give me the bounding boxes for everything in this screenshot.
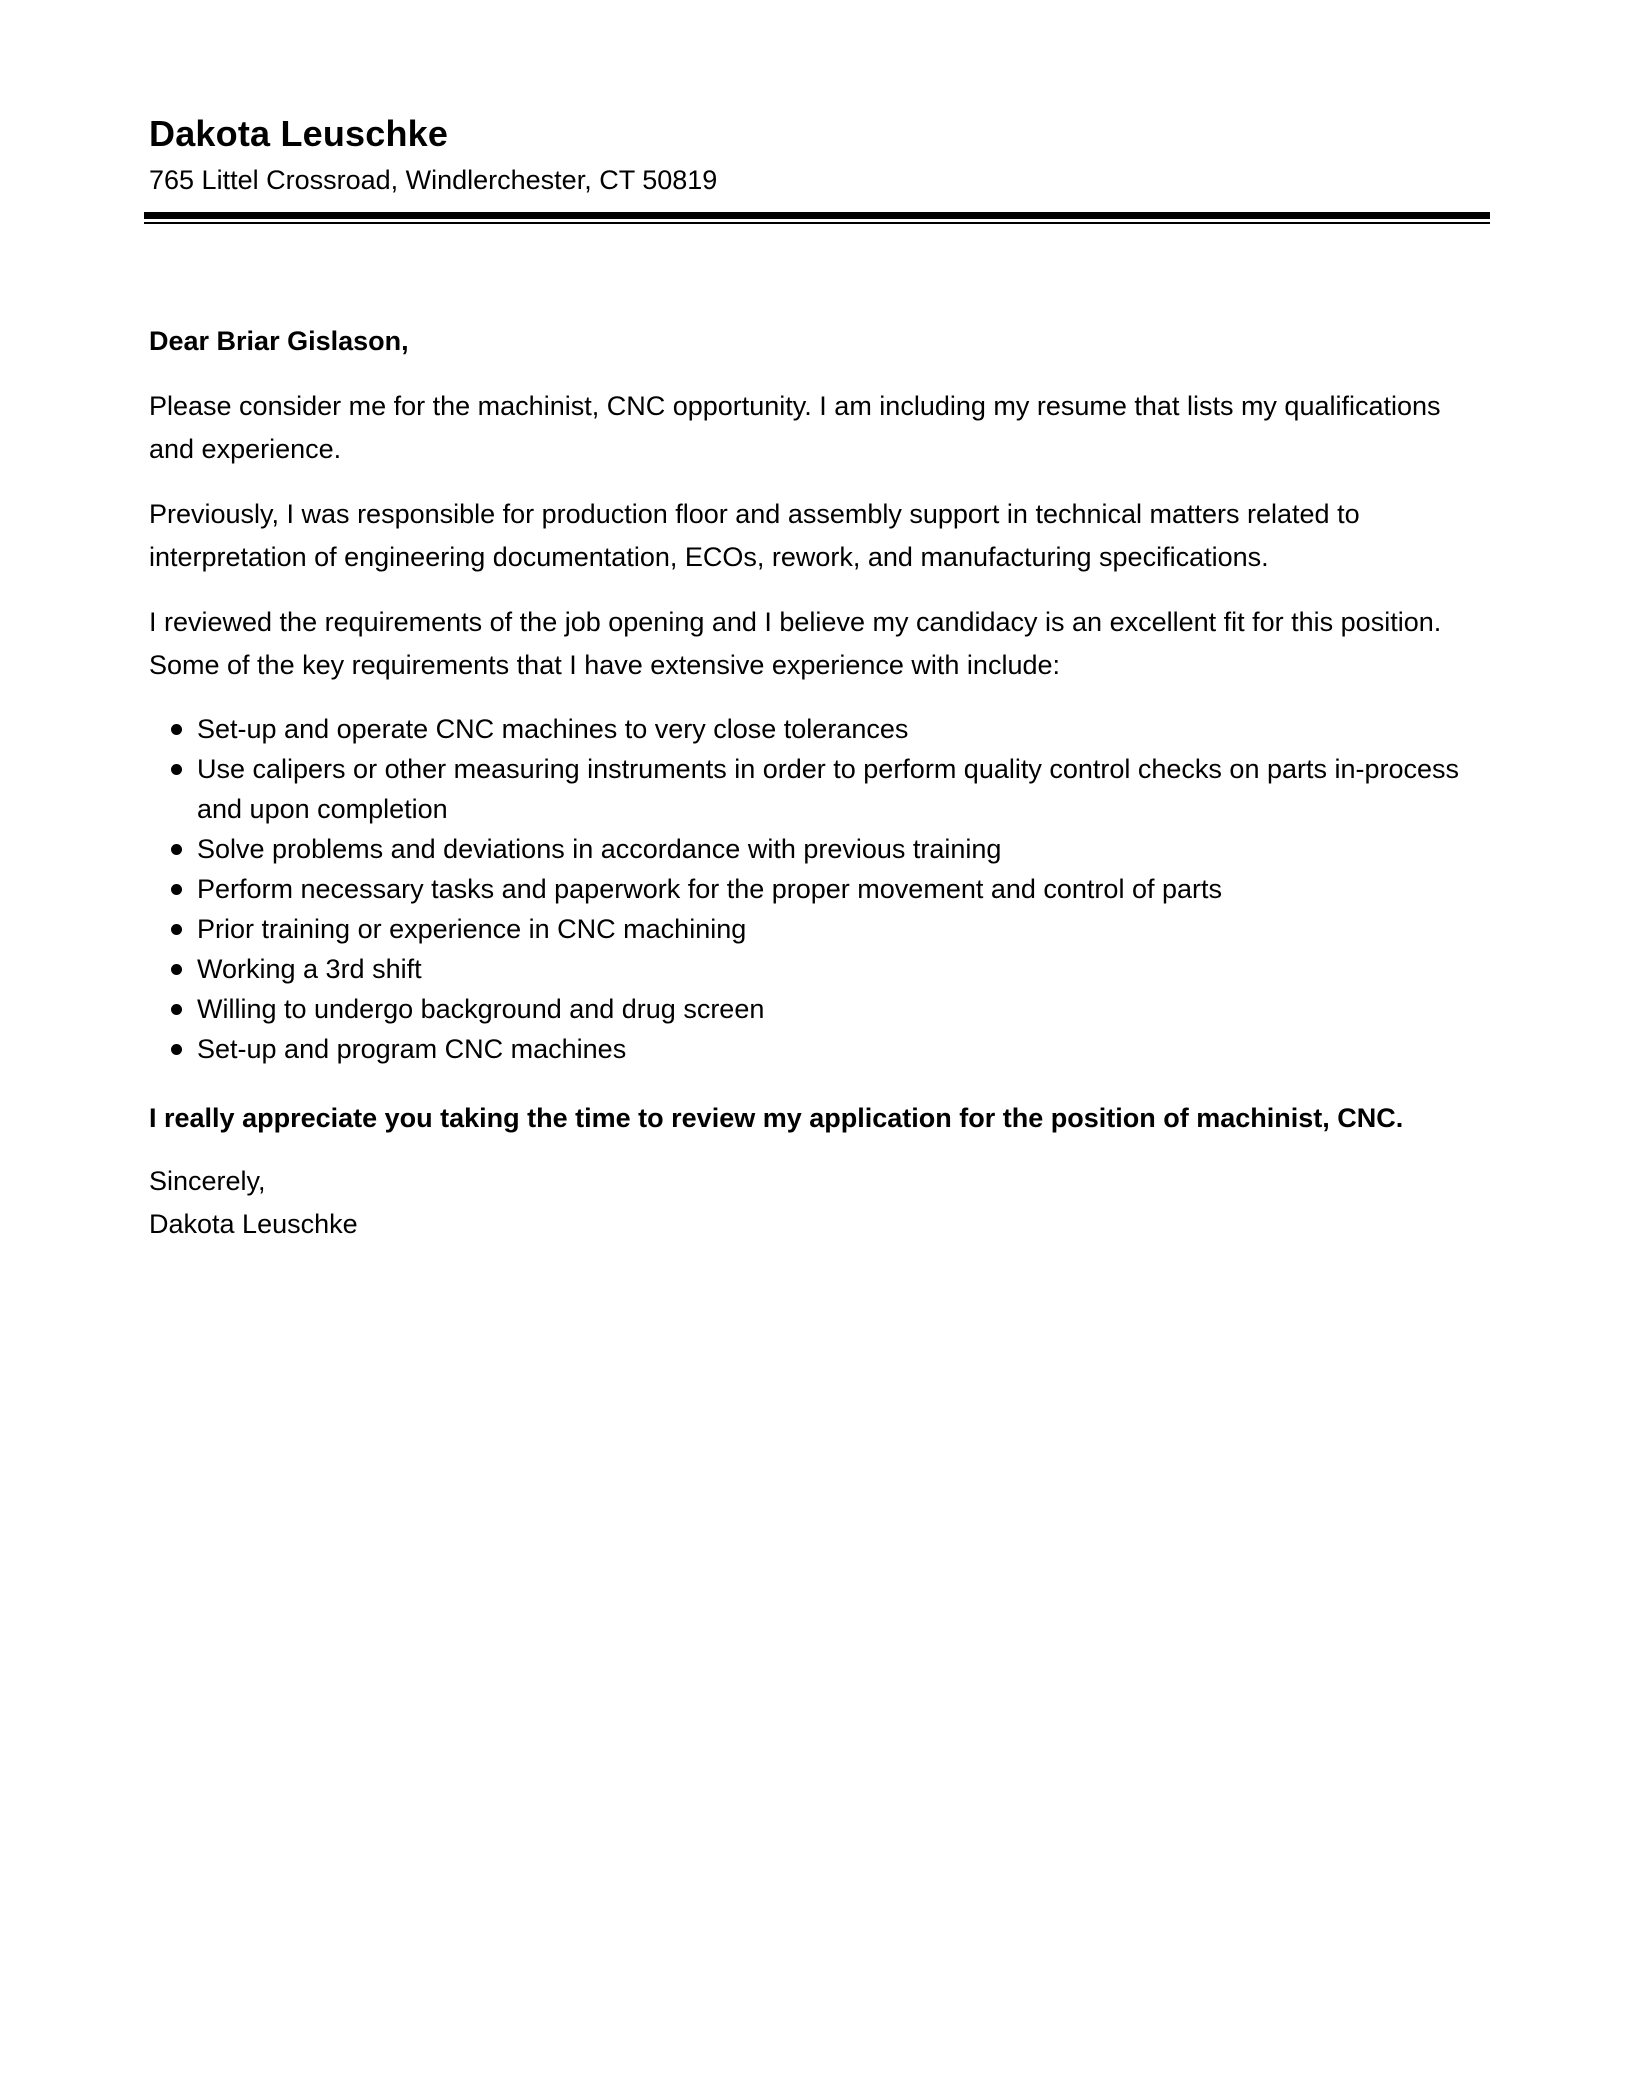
paragraph-experience: Previously, I was responsible for production floor and assembly support in technical matters related to interpretation of engineering documentation, ECOs, rework, and manufacturing specifications. — [149, 499, 1360, 572]
list-item-text: Working a 3rd shift — [197, 954, 422, 984]
paragraph-requirements-intro: I reviewed the requirements of the job opening and I believe my candidacy is an excellent fit for this position. Some of the key requirements that I have extensive experience with include: — [149, 607, 1442, 680]
list-item-text: Willing to undergo background and drug screen — [197, 994, 765, 1024]
sender-address: 765 Littel Crossroad, Windlerchester, CT 50819 — [149, 165, 718, 195]
letter-header — [149, 108, 1489, 200]
bullet-icon — [171, 884, 182, 895]
bullet-icon — [171, 724, 182, 735]
bullet-icon — [171, 764, 182, 775]
list-item-text: Set-up and operate CNC machines to very close tolerances — [197, 714, 909, 744]
bullet-icon — [171, 924, 182, 935]
list-item — [149, 829, 1469, 869]
list-item-text: Set-up and program CNC machines — [197, 1034, 627, 1064]
list-item-text: Use calipers or other measuring instruments in order to perform quality control checks on parts in-process and upon completion — [197, 754, 1460, 824]
list-item-text: Prior training or experience in CNC machining — [197, 914, 747, 944]
list-item — [149, 749, 1469, 829]
header-divider-thick — [144, 212, 1490, 219]
list-item — [149, 709, 1469, 749]
list-item — [149, 989, 1469, 1029]
header-divider-thin — [144, 222, 1490, 224]
bullet-icon — [171, 1004, 182, 1015]
paragraph-intro: Please consider me for the machinist, CNC opportunity. I am including my resume that lists my qualifications and experience. — [149, 391, 1441, 464]
bullet-icon — [171, 964, 182, 975]
signoff: Sincerely, — [149, 1166, 266, 1196]
list-item-text: Perform necessary tasks and paperwork for the proper movement and control of parts — [197, 874, 1222, 904]
bullet-icon — [171, 1044, 182, 1055]
list-item-text: Solve problems and deviations in accordance with previous training — [197, 834, 1002, 864]
list-item — [149, 869, 1469, 909]
sender-name: Dakota Leuschke — [149, 113, 449, 154]
list-item — [149, 1029, 1469, 1069]
letter-body — [149, 320, 1469, 1246]
list-item — [149, 909, 1469, 949]
salutation: Dear Briar Gislason, — [149, 326, 409, 356]
closing-statement: I really appreciate you taking the time to review my application for the position of machinist, CNC. — [149, 1103, 1404, 1133]
signature-name: Dakota Leuschke — [149, 1209, 358, 1239]
requirements-list — [149, 709, 1469, 1069]
bullet-icon — [171, 844, 182, 855]
list-item — [149, 949, 1469, 989]
